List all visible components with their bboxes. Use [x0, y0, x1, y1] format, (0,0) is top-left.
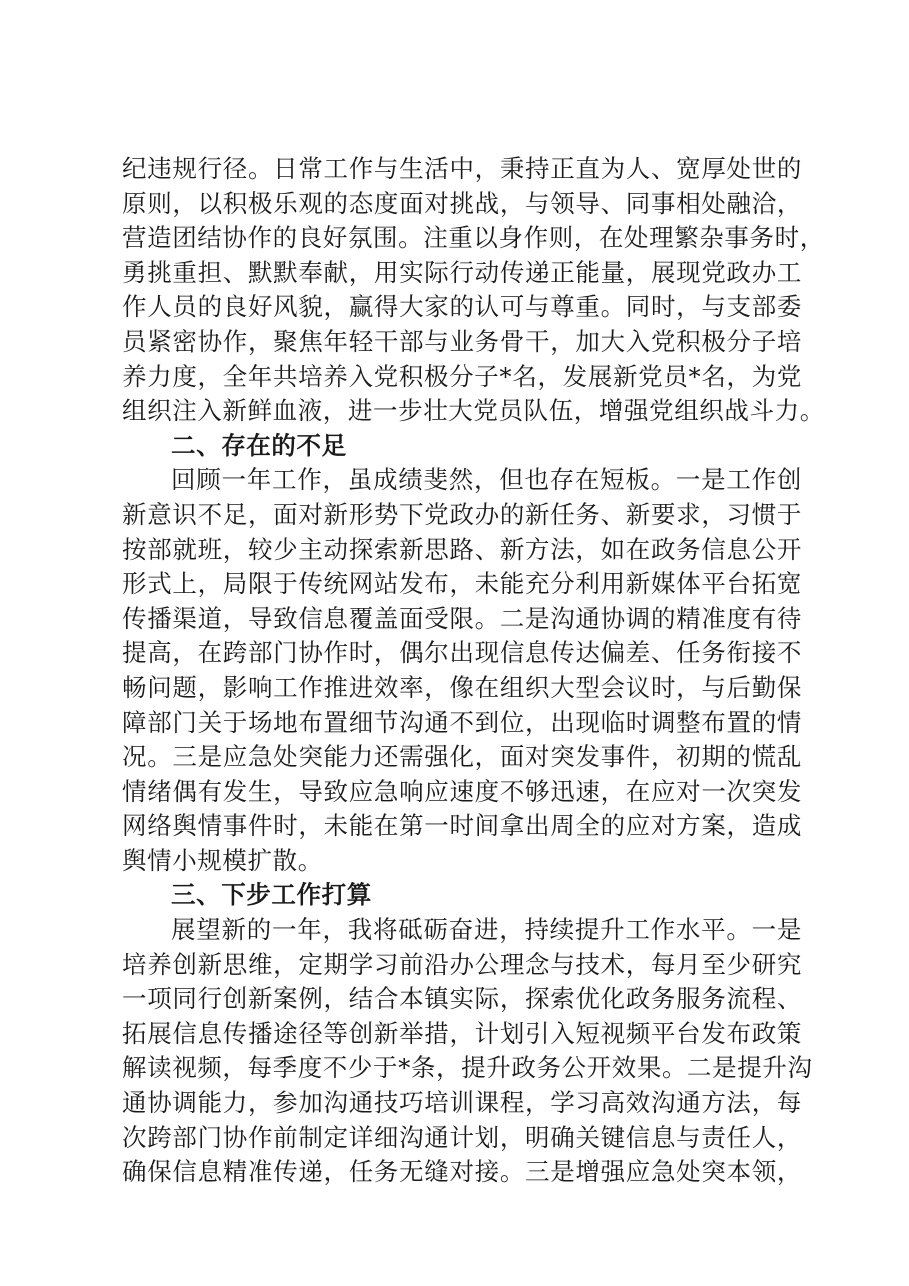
section-heading-shortcomings: 二、存在的不足 — [171, 430, 347, 460]
text-line: 养力度，全年共培养入党积极分子*名，发展新党员*名，为党 — [122, 361, 802, 391]
text-line: 传播渠道，导致信息覆盖面受限。二是沟通协调的精准度有待 — [122, 603, 802, 633]
paragraph-next-plans — [122, 913, 813, 1190]
text-line: 员紧密协作，聚焦年轻干部与业务骨干，加大入党积极分子培 — [122, 326, 802, 356]
text-line: 勇挑重担、默默奉献，用实际行动传递正能量，展现党政办工 — [122, 257, 802, 287]
text-line: 畅问题，影响工作推进效率，像在组织大型会议时，与后勤保 — [122, 672, 802, 702]
text-line: 作人员的良好风貌，赢得大家的认可与尊重。同时，与支部委 — [122, 292, 802, 322]
text-line: 形式上，局限于传统网站发布，未能充分利用新媒体平台拓宽 — [122, 569, 802, 599]
text-line: 解读视频，每季度不少于*条，提升政务公开效果。二是提升沟 — [122, 1053, 813, 1083]
text-line: 培养创新思维，定期学习前沿办公理念与技术，每月至少研究 — [122, 949, 802, 979]
text-line: 回顾一年工作，虽成绩斐然，但也存在短板。一是工作创 — [171, 465, 802, 495]
paragraph-shortcomings — [122, 463, 802, 878]
text-line: 情绪偶有发生，导致应急响应速度不够迅速，在应对一次突发 — [122, 776, 802, 806]
text-line: 拓展信息传播途径等创新举措，计划引入短视频平台发布政策 — [122, 1018, 802, 1048]
text-line: 网络舆情事件时，未能在第一时间拿出周全的应对方案，造成 — [122, 811, 802, 841]
text-line: 障部门关于场地布置细节沟通不到位，出现临时调整布置的情 — [122, 707, 802, 737]
text-line: 确保信息精准传递，任务无缝对接。三是增强应急处突本领， — [122, 1157, 802, 1187]
paragraph-party-building — [122, 152, 825, 429]
text-line: 提高，在跨部门协作时，偶尔出现信息传达偏差、任务衔接不 — [122, 638, 802, 668]
text-line: 次跨部门协作前制定详细沟通计划，明确关键信息与责任人， — [122, 1122, 802, 1152]
document-body — [122, 152, 825, 1190]
text-line: 新意识不足，面对新形势下党政办的新任务、新要求，习惯于 — [122, 499, 802, 529]
text-line: 按部就班，较少主动探索新思路、新方法，如在政务信息公开 — [122, 534, 802, 564]
text-line: 舆情小规模扩散。 — [122, 845, 323, 875]
text-line: 营造团结协作的良好氛围。注重以身作则，在处理繁杂事务时， — [122, 223, 825, 253]
text-line: 组织注入新鲜血液，进一步壮大党员队伍，增强党组织战斗力。 — [122, 396, 825, 426]
text-line: 展望新的一年，我将砥砺奋进，持续提升工作水平。一是 — [171, 915, 802, 945]
text-line: 一项同行创新案例，结合本镇实际，探索优化政务服务流程、 — [122, 984, 802, 1014]
text-line: 通协调能力，参加沟通技巧培训课程，学习高效沟通方法，每 — [122, 1088, 802, 1118]
section-heading-next-plans: 三、下步工作打算 — [171, 880, 372, 910]
text-line: 原则，以积极乐观的态度面对挑战，与领导、同事相处融洽， — [122, 188, 802, 218]
text-line: 纪违规行径。日常工作与生活中，秉持正直为人、宽厚处世的 — [122, 154, 802, 183]
text-line: 况。三是应急处突能力还需强化，面对突发事件，初期的慌乱 — [122, 742, 802, 772]
